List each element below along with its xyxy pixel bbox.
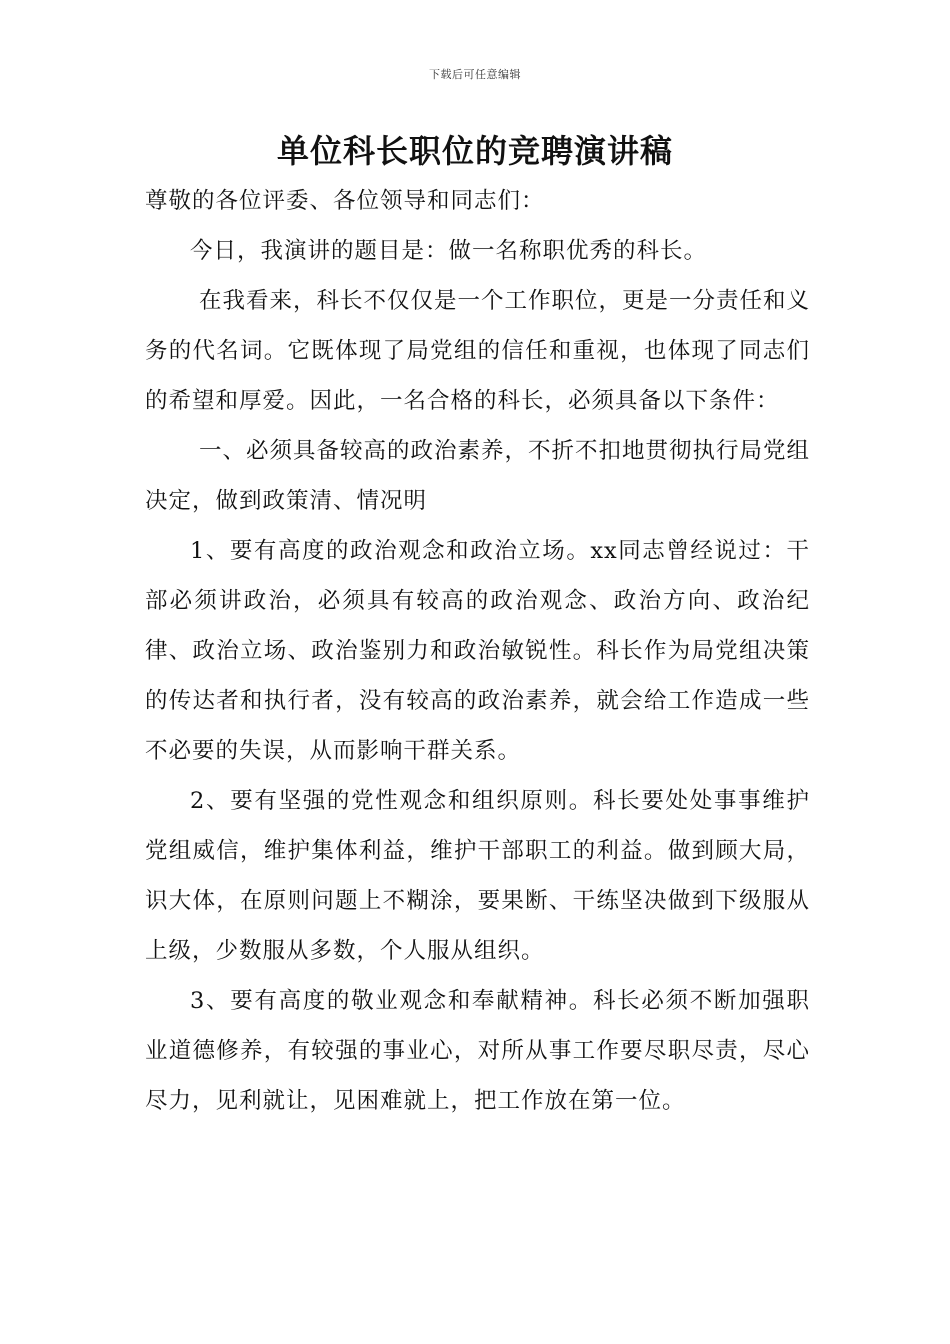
body-paragraph: 在我看来，科长不仅仅是一个工作职位，更是一分责任和义务的代名词。它既体现了局党组的信任和重视，也体现了同志们的希望和厚爱。因此，一名合格的科长，必须具备以下条件：: [145, 288, 811, 414]
salutation: 尊敬的各位评委、各位领导和同志们：: [145, 188, 545, 214]
document-body: [145, 176, 810, 1126]
speech-topic: 今日，我演讲的题目是：做一名称职优秀的科长。: [190, 238, 708, 264]
section-heading: 一、必须具备较高的政治素养，不折不扣地贯彻执行局党组决定，做到政策清、情况明: [145, 438, 811, 514]
body-paragraph: 2、要有坚强的党性观念和组织原则。科长要处处事事维护党组威信，维护集体利益，维护干部职工的利益。做到顾大局，识大体，在原则问题上不糊涂，要果断、干练坚决做到下级服从上级，少数服从多数，个人服从组织。: [145, 788, 810, 964]
document-title: 单位科长职位的竞聘演讲稿: [276, 132, 673, 170]
body-paragraph: 1、要有高度的政治观念和政治立场。xx同志曾经说过：干部必须讲政治，必须具有较高的政治观念、政治方向、政治纪律、政治立场、政治鉴别力和政治敏锐性。科长作为局党组决策的传达者和执行者，没有较高的政治素养，就会给工作造成一些不必要的失误，从而影响干群关系。: [145, 538, 810, 764]
body-paragraph: 3、要有高度的敬业观念和奉献精神。科长必须不断加强职业道德修养，有较强的事业心，对所从事工作要尽职尽责，尽心尽力，见利就让，见困难就上，把工作放在第一位。: [145, 988, 810, 1114]
header-note: 下载后可任意编辑: [429, 68, 521, 81]
